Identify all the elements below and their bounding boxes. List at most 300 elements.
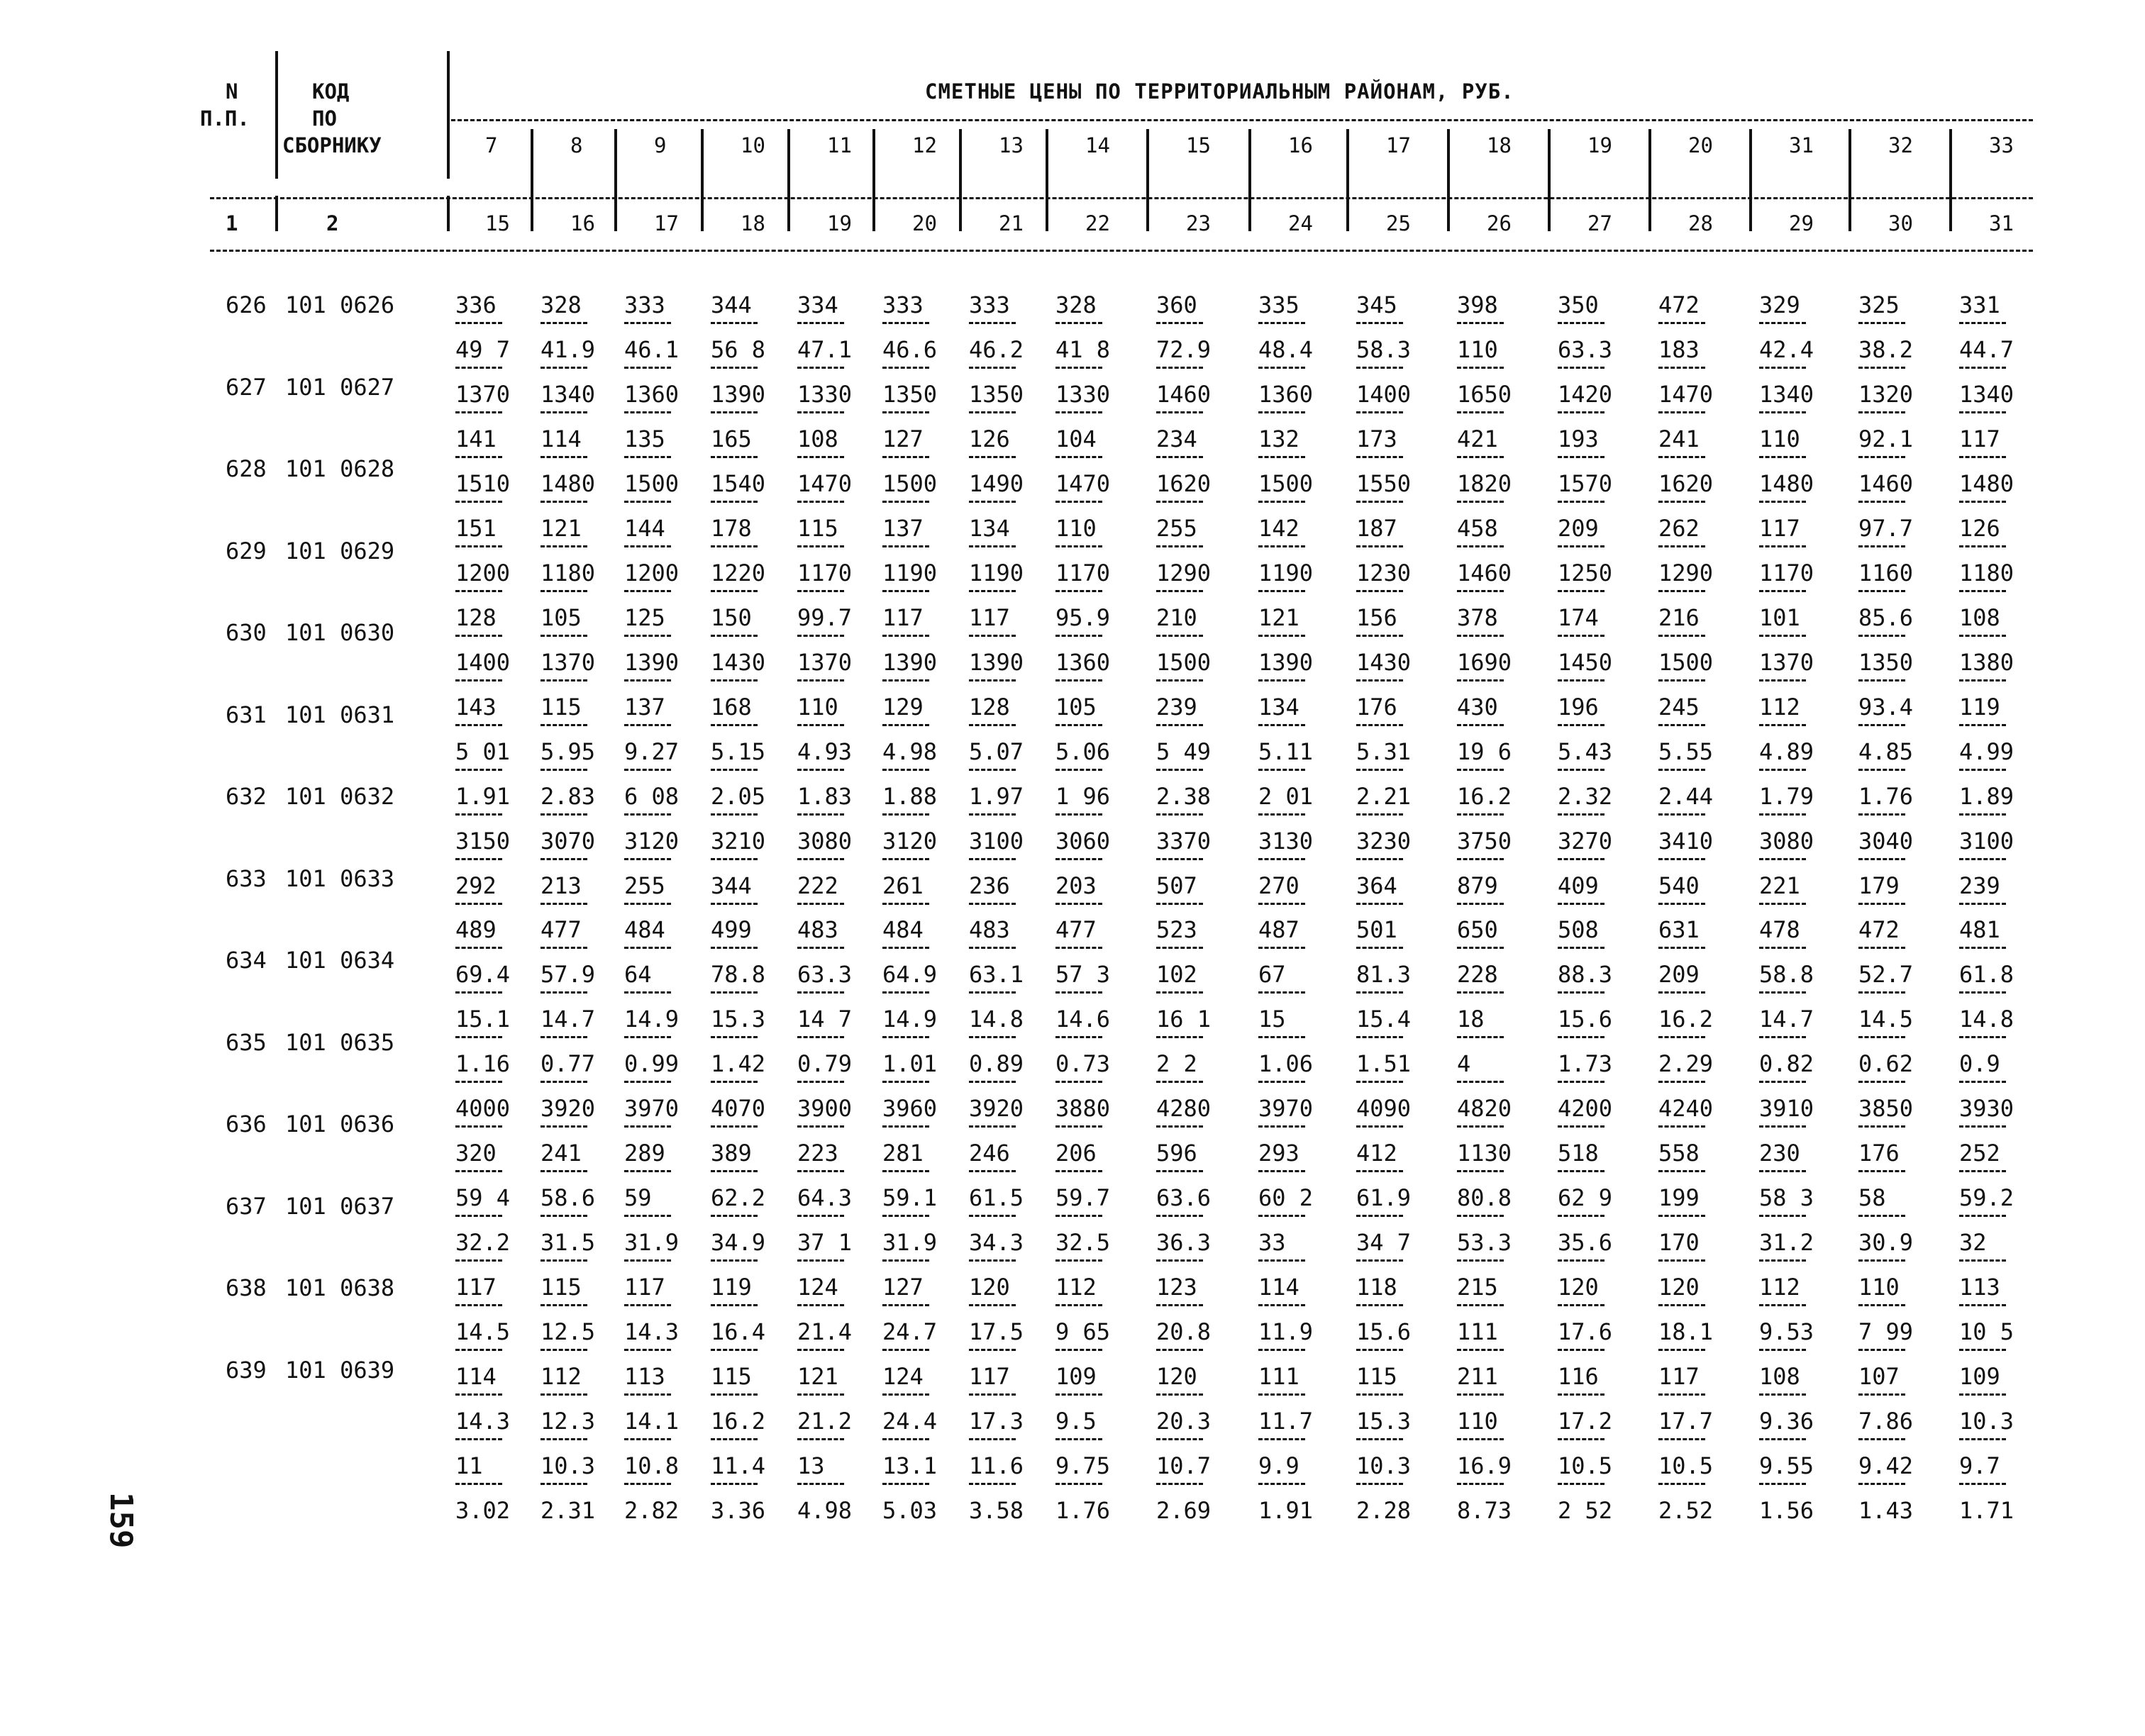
price-cell: 117: [882, 603, 924, 631]
price-cell: 10 5: [1959, 1318, 2014, 1346]
price-cell: 252: [1959, 1140, 2000, 1167]
price-cell: 46.1: [624, 335, 680, 363]
fraction-separator: [1457, 724, 1504, 726]
column-divider: [872, 129, 875, 231]
fraction-separator: [1759, 1438, 1806, 1440]
price-cell: 170: [1658, 1229, 1700, 1257]
price-cell: 58 3: [1759, 1184, 1814, 1212]
price-cell: 15: [1258, 1006, 1286, 1033]
fraction-separator: [711, 322, 758, 324]
price-cell: 14 7: [797, 1006, 853, 1033]
region-header: 8: [570, 133, 583, 157]
fraction-separator: [541, 947, 587, 949]
price-cell: 3410: [1658, 827, 1714, 855]
price-cell: 14.9: [624, 1006, 680, 1033]
price-cell: 3750: [1457, 827, 1512, 855]
price-cell: 9.9: [1258, 1452, 1299, 1480]
price-cell: 168: [711, 693, 752, 720]
fraction-separator: [1959, 1349, 2006, 1351]
fraction-separator: [711, 635, 758, 637]
column-number: 15: [485, 211, 510, 235]
price-cell: 114: [455, 1363, 497, 1391]
fraction-separator: [1959, 947, 2006, 949]
fraction-separator: [541, 367, 587, 369]
price-cell: 1620: [1658, 469, 1714, 497]
price-cell: 2.31: [541, 1497, 596, 1524]
price-cell: 2.44: [1658, 782, 1714, 810]
price-cell: 1.91: [1258, 1497, 1314, 1524]
fraction-separator: [882, 367, 929, 369]
fraction-separator: [797, 1349, 844, 1351]
fraction-separator: [797, 947, 844, 949]
region-header: 14: [1085, 133, 1110, 157]
price-cell: 222: [797, 872, 838, 899]
column-divider: [1749, 129, 1752, 231]
fraction-separator: [1558, 456, 1604, 458]
fraction-separator: [1759, 1304, 1806, 1306]
price-cell: 1340: [1759, 380, 1814, 408]
fraction-separator: [1658, 501, 1705, 503]
price-cell: 336: [455, 291, 497, 318]
column-number: 16: [570, 211, 595, 235]
fraction-separator: [882, 947, 929, 949]
fraction-separator: [1258, 367, 1305, 369]
fraction-separator: [1558, 501, 1604, 503]
fraction-separator: [969, 411, 1016, 413]
price-cell: 245: [1658, 693, 1700, 720]
row-number: 634: [226, 947, 267, 974]
fraction-separator: [1356, 456, 1403, 458]
fraction-separator: [882, 456, 929, 458]
fraction-separator: [1558, 1170, 1604, 1172]
price-cell: 117: [455, 1274, 497, 1301]
price-cell: 518: [1558, 1140, 1599, 1167]
price-cell: 41.9: [541, 335, 596, 363]
price-cell: 111: [1457, 1318, 1498, 1346]
fraction-separator: [1858, 858, 1905, 860]
row-code: 101 0630: [285, 619, 395, 646]
price-cell: 333: [969, 291, 1010, 318]
price-cell: 5.11: [1258, 738, 1314, 765]
price-cell: 1370: [455, 380, 511, 408]
price-cell: 128: [969, 693, 1010, 720]
price-cell: 59.1: [882, 1184, 938, 1212]
price-cell: 507: [1156, 872, 1197, 899]
fraction-separator: [1457, 1393, 1504, 1396]
price-cell: 335: [1258, 291, 1299, 318]
fraction-separator: [1156, 590, 1203, 592]
fraction-separator: [1858, 635, 1905, 637]
fraction-separator: [541, 813, 587, 816]
fraction-separator: [1658, 858, 1705, 860]
price-cell: 17.2: [1558, 1408, 1613, 1435]
fraction-separator: [1356, 679, 1403, 681]
column-number: 26: [1487, 211, 1512, 235]
fraction-separator: [797, 322, 844, 324]
price-cell: 16 1: [1156, 1006, 1212, 1033]
price-cell: 156: [1356, 603, 1397, 631]
price-cell: 16.9: [1457, 1452, 1512, 1480]
price-cell: 234: [1156, 425, 1197, 452]
fraction-separator: [1356, 367, 1403, 369]
fraction-separator: [624, 322, 671, 324]
price-cell: 1390: [624, 648, 680, 676]
fraction-separator: [1658, 1259, 1705, 1262]
fraction-separator: [624, 545, 671, 547]
column-divider: [1046, 129, 1048, 231]
price-cell: 1180: [541, 559, 596, 586]
fraction-separator: [1156, 903, 1203, 905]
price-cell: 2.82: [624, 1497, 680, 1524]
price-cell: 4280: [1156, 1095, 1212, 1123]
fraction-separator: [1759, 1081, 1806, 1083]
fraction-separator: [1258, 1393, 1305, 1396]
price-cell: 241: [541, 1140, 582, 1167]
price-cell: 123: [1156, 1274, 1197, 1301]
fraction-separator: [1457, 1170, 1504, 1172]
fraction-separator: [624, 635, 671, 637]
fraction-separator: [1959, 411, 2006, 413]
price-cell: 5.07: [969, 738, 1024, 765]
price-cell: 325: [1858, 291, 1900, 318]
price-cell: 114: [1258, 1274, 1299, 1301]
price-cell: 32.5: [1055, 1229, 1111, 1257]
price-cell: 1450: [1558, 648, 1613, 676]
fraction-separator: [1156, 858, 1203, 860]
fraction-separator: [1959, 545, 2006, 547]
price-cell: 1370: [797, 648, 853, 676]
fraction-separator: [1356, 858, 1403, 860]
fraction-separator: [624, 1215, 671, 1217]
fraction-separator: [1558, 679, 1604, 681]
fraction-separator: [711, 1259, 758, 1262]
fraction-separator: [1356, 991, 1403, 994]
price-cell: 102: [1156, 961, 1197, 989]
fraction-separator: [882, 1483, 929, 1485]
fraction-separator: [541, 1036, 587, 1038]
price-cell: 255: [1156, 514, 1197, 542]
column-divider: [1949, 129, 1952, 231]
fraction-separator: [1457, 635, 1504, 637]
fraction-separator: [1858, 903, 1905, 905]
price-cell: 11.9: [1258, 1318, 1314, 1346]
fraction-separator: [1558, 545, 1604, 547]
price-cell: 1390: [969, 648, 1024, 676]
price-cell: 15.6: [1356, 1318, 1412, 1346]
region-header: 20: [1688, 133, 1713, 157]
price-cell: 216: [1658, 603, 1700, 631]
price-cell: 398: [1457, 291, 1498, 318]
price-cell: 53.3: [1457, 1229, 1512, 1257]
fraction-separator: [797, 635, 844, 637]
row-number: 626: [226, 291, 267, 318]
region-header: 11: [827, 133, 852, 157]
price-cell: 32: [1959, 1229, 1987, 1257]
price-cell: 31.5: [541, 1229, 596, 1257]
column-number: 27: [1587, 211, 1612, 235]
price-cell: 114: [541, 425, 582, 452]
fraction-separator: [1959, 1259, 2006, 1262]
price-cell: 0.77: [541, 1050, 596, 1078]
fraction-separator: [1658, 991, 1705, 994]
fraction-separator: [455, 769, 502, 771]
price-cell: 41 8: [1055, 335, 1111, 363]
region-header: 19: [1587, 133, 1612, 157]
price-cell: 115: [541, 1274, 582, 1301]
price-cell: 2.32: [1558, 782, 1613, 810]
price-cell: 14.7: [541, 1006, 596, 1033]
fraction-separator: [1055, 367, 1102, 369]
fraction-separator: [1055, 724, 1102, 726]
price-cell: 2.05: [711, 782, 766, 810]
fraction-separator: [1658, 1483, 1705, 1485]
fraction-separator: [1457, 903, 1504, 905]
price-cell: 37 1: [797, 1229, 853, 1257]
price-cell: 142: [1258, 514, 1299, 542]
price-cell: 165: [711, 425, 752, 452]
fraction-separator: [541, 411, 587, 413]
fraction-separator: [1959, 724, 2006, 726]
price-cell: 62 9: [1558, 1184, 1613, 1212]
fraction-separator: [711, 1036, 758, 1038]
price-cell: 69.4: [455, 961, 511, 989]
price-cell: 5.95: [541, 738, 596, 765]
fraction-separator: [711, 367, 758, 369]
price-cell: 44.7: [1959, 335, 2014, 363]
price-cell: 115: [541, 693, 582, 720]
header-po: ПО: [312, 106, 337, 130]
price-cell: 255: [624, 872, 665, 899]
fraction-separator: [969, 1483, 1016, 1485]
price-cell: 430: [1457, 693, 1498, 720]
price-cell: 4: [1457, 1050, 1471, 1078]
fraction-separator: [1759, 1393, 1806, 1396]
price-cell: 270: [1258, 872, 1299, 899]
price-cell: 1370: [1759, 648, 1814, 676]
fraction-separator: [455, 1259, 502, 1262]
fraction-separator: [1457, 769, 1504, 771]
fraction-separator: [541, 1438, 587, 1440]
price-cell: 3120: [882, 827, 938, 855]
price-cell: 99.7: [797, 603, 853, 631]
price-cell: 1500: [1258, 469, 1314, 497]
fraction-separator: [711, 501, 758, 503]
fraction-separator: [1759, 1036, 1806, 1038]
price-cell: 1350: [882, 380, 938, 408]
price-cell: 1170: [1055, 559, 1111, 586]
fraction-separator: [1759, 1170, 1806, 1172]
price-cell: 484: [882, 916, 924, 944]
row-code: 101 0632: [285, 783, 395, 810]
fraction-separator: [797, 1304, 844, 1306]
fraction-separator: [1759, 813, 1806, 816]
row-number: 631: [226, 701, 267, 728]
price-cell: 293: [1258, 1140, 1299, 1167]
column-divider: [787, 129, 790, 231]
price-cell: 64: [624, 961, 652, 989]
price-cell: 173: [1356, 425, 1397, 452]
fraction-separator: [1156, 1170, 1203, 1172]
price-cell: 1460: [1156, 380, 1212, 408]
row-code: 101 0631: [285, 701, 395, 728]
price-cell: 64.9: [882, 961, 938, 989]
price-cell: 116: [1558, 1363, 1599, 1391]
price-cell: 261: [882, 872, 924, 899]
price-cell: 1340: [1959, 380, 2014, 408]
fraction-separator: [1156, 411, 1203, 413]
price-cell: 1690: [1457, 648, 1512, 676]
fraction-separator: [969, 635, 1016, 637]
price-cell: 58.8: [1759, 961, 1814, 989]
price-cell: 18: [1457, 1006, 1485, 1033]
fraction-separator: [1759, 724, 1806, 726]
price-cell: 1190: [882, 559, 938, 586]
fraction-separator: [1658, 1393, 1705, 1396]
column-divider: [1548, 129, 1551, 231]
price-cell: 97.7: [1858, 514, 1914, 542]
price-cell: 5.31: [1356, 738, 1412, 765]
column-number: 28: [1688, 211, 1713, 235]
price-cell: 3060: [1055, 827, 1111, 855]
fraction-separator: [1258, 858, 1305, 860]
region-header: 33: [1989, 133, 2014, 157]
fraction-separator: [1759, 991, 1806, 994]
price-cell: 176: [1356, 693, 1397, 720]
fraction-separator: [711, 1483, 758, 1485]
fraction-separator: [1055, 947, 1102, 949]
price-cell: 1820: [1457, 469, 1512, 497]
region-header: 9: [654, 133, 667, 157]
price-cell: 14.8: [969, 1006, 1024, 1033]
fraction-separator: [624, 1483, 671, 1485]
price-cell: 5.43: [1558, 738, 1613, 765]
price-cell: 0.9: [1959, 1050, 2000, 1078]
fraction-separator: [1558, 322, 1604, 324]
price-cell: 17.5: [969, 1318, 1024, 1346]
price-cell: 10.8: [624, 1452, 680, 1480]
fraction-separator: [455, 501, 502, 503]
fraction-separator: [882, 991, 929, 994]
fraction-separator: [1959, 1304, 2006, 1306]
fraction-separator: [711, 456, 758, 458]
column-number-2: 2: [326, 211, 339, 235]
header-n: N: [226, 79, 238, 104]
price-cell: 1500: [1658, 648, 1714, 676]
price-cell: 112: [541, 1363, 582, 1391]
price-cell: 1480: [1959, 469, 2014, 497]
fraction-separator: [1457, 322, 1504, 324]
column-number-1: 1: [226, 211, 238, 235]
price-cell: 5 49: [1156, 738, 1212, 765]
price-cell: 13.1: [882, 1452, 938, 1480]
row-code: 101 0639: [285, 1356, 395, 1384]
fraction-separator: [1356, 1170, 1403, 1172]
price-cell: 360: [1156, 291, 1197, 318]
price-cell: 48.4: [1258, 335, 1314, 363]
fraction-separator: [1055, 1483, 1102, 1485]
fraction-separator: [1959, 322, 2006, 324]
fraction-separator: [1658, 1081, 1705, 1083]
fraction-separator: [455, 322, 502, 324]
price-cell: 458: [1457, 514, 1498, 542]
price-cell: 389: [711, 1140, 752, 1167]
price-cell: 3920: [541, 1095, 596, 1123]
fraction-separator: [969, 1393, 1016, 1396]
fraction-separator: [455, 1393, 502, 1396]
fraction-separator: [1055, 1438, 1102, 1440]
price-cell: 112: [1759, 693, 1800, 720]
fraction-separator: [969, 813, 1016, 816]
fraction-separator: [541, 1170, 587, 1172]
price-cell: 15.6: [1558, 1006, 1613, 1033]
price-cell: 15.1: [455, 1006, 511, 1033]
price-cell: 1.71: [1959, 1497, 2014, 1524]
price-cell: 2 2: [1156, 1050, 1197, 1078]
price-cell: 228: [1457, 961, 1498, 989]
fraction-separator: [797, 1036, 844, 1038]
price-cell: 9.42: [1858, 1452, 1914, 1480]
fraction-separator: [455, 1349, 502, 1351]
region-header: 31: [1789, 133, 1814, 157]
price-cell: 112: [1055, 1274, 1097, 1301]
fraction-separator: [882, 1259, 929, 1262]
fraction-separator: [541, 635, 587, 637]
fraction-separator: [541, 1259, 587, 1262]
fraction-separator: [1356, 724, 1403, 726]
fraction-separator: [1055, 1170, 1102, 1172]
fraction-separator: [969, 501, 1016, 503]
price-cell: 117: [969, 1363, 1010, 1391]
fraction-separator: [1959, 679, 2006, 681]
fraction-separator: [1258, 1438, 1305, 1440]
fraction-separator: [969, 545, 1016, 547]
header-rule: [210, 197, 2033, 199]
price-cell: 11.7: [1258, 1408, 1314, 1435]
column-divider: [1648, 129, 1651, 231]
price-cell: 1430: [711, 648, 766, 676]
price-cell: 10.5: [1658, 1452, 1714, 1480]
price-cell: 3130: [1258, 827, 1314, 855]
price-cell: 1400: [455, 648, 511, 676]
fraction-separator: [711, 903, 758, 905]
price-cell: 63.3: [797, 961, 853, 989]
price-cell: 489: [455, 916, 497, 944]
fraction-separator: [1759, 947, 1806, 949]
price-cell: 3.02: [455, 1497, 511, 1524]
price-cell: 143: [455, 693, 497, 720]
price-cell: 15.3: [1356, 1408, 1412, 1435]
fraction-separator: [1356, 1081, 1403, 1083]
fraction-separator: [797, 1393, 844, 1396]
price-cell: 30.9: [1858, 1229, 1914, 1257]
price-cell: 115: [1356, 1363, 1397, 1391]
fraction-separator: [1959, 1215, 2006, 1217]
price-cell: 110: [1858, 1274, 1900, 1301]
price-cell: 101: [1759, 603, 1800, 631]
fraction-separator: [797, 501, 844, 503]
price-cell: 1500: [624, 469, 680, 497]
fraction-separator: [1457, 1125, 1504, 1128]
fraction-separator: [541, 590, 587, 592]
price-cell: 60 2: [1258, 1184, 1314, 1212]
price-cell: 1650: [1457, 380, 1512, 408]
fraction-separator: [1356, 1349, 1403, 1351]
price-cell: 421: [1457, 425, 1498, 452]
price-cell: 24.4: [882, 1408, 938, 1435]
price-cell: 3930: [1959, 1095, 2014, 1123]
fraction-separator: [1558, 1393, 1604, 1396]
price-cell: 3100: [969, 827, 1024, 855]
